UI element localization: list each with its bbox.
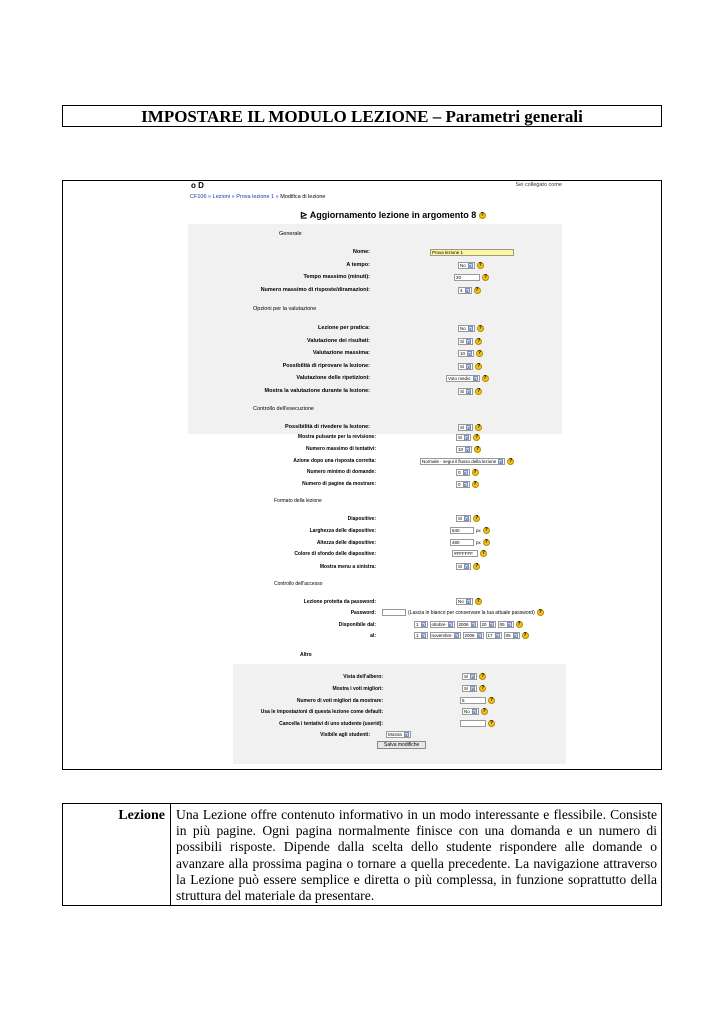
login-status: Sei collegato come (515, 182, 562, 188)
al-year-select[interactable] (463, 632, 484, 639)
nome-input[interactable]: Prova lezione 1 (430, 249, 514, 256)
breadcrumb-lesson-link[interactable]: Prova lezione 1 (236, 194, 275, 200)
colore-sfondo-input[interactable]: #FFFFFF (452, 550, 478, 557)
dropdown-arrow-icon: v (469, 263, 472, 268)
dropdown-arrow-icon: v (467, 364, 470, 369)
al-month-select[interactable] (430, 632, 461, 639)
dropdown-arrow-icon: v (464, 482, 467, 487)
al-hour-value: 17 (487, 633, 493, 638)
impostazioni-default-label: Usa le impostazioni di questa lezione come default: (260, 709, 383, 715)
definition-table (62, 803, 662, 906)
al-hour-select[interactable] (486, 632, 502, 639)
dropdown-arrow-icon: v (472, 622, 475, 627)
breadcrumb-lessons-link[interactable]: Lezioni (212, 194, 231, 200)
dropdown-arrow-icon: v (496, 633, 499, 638)
dropdown-arrow-icon: v (466, 447, 469, 452)
menu-sinistra-select[interactable] (456, 563, 471, 570)
visibile-studenti-label: Visibile agli studenti: (320, 732, 370, 738)
vista-albero-control (462, 673, 486, 680)
dal-day-value: 1 (416, 622, 419, 627)
altezza-unit: px (476, 540, 481, 545)
diapositive-value: Sì (458, 516, 463, 521)
valutazione-risultati-select[interactable] (458, 338, 473, 345)
password-input[interactable] (382, 609, 406, 616)
menu-sinistra-control (456, 563, 480, 570)
dal-minute-select[interactable] (498, 621, 514, 628)
lezione-pratica-select[interactable] (458, 325, 475, 332)
tempo-massimo-label: Tempo massimo (minuti): (303, 274, 370, 280)
voti-migliori-control (462, 685, 486, 692)
dropdown-arrow-icon: v (422, 633, 425, 638)
help-icon[interactable]: ? (483, 274, 488, 280)
help-icon[interactable]: ? (473, 481, 477, 487)
num-risposte-value: 4 (460, 288, 463, 293)
voti-migliori-value: Sì (464, 686, 469, 691)
protetta-password-select[interactable] (456, 598, 473, 605)
pulsante-revisione-control (456, 434, 480, 441)
dropdown-arrow-icon: v (490, 622, 493, 627)
al-day-select[interactable] (414, 632, 428, 639)
valutazione-risultati-label: Valutazione dei risultati: (307, 338, 370, 344)
valutazione-ripetizioni-label: Valutazione delle ripetizioni: (296, 375, 370, 381)
valutazione-massima-value: 10 (460, 351, 466, 356)
visibile-studenti-control (386, 731, 411, 738)
help-icon[interactable]: ? (475, 446, 480, 452)
riprovare-label: Possibilità di riprovare la lezione: (282, 363, 370, 369)
al-minute-select[interactable] (504, 632, 520, 639)
tempo-massimo-input[interactable]: 20 (454, 274, 480, 281)
dropdown-arrow-icon: v (422, 622, 425, 627)
dropdown-arrow-icon: v (467, 599, 470, 604)
colore-sfondo-control (452, 550, 487, 557)
visibile-studenti-select[interactable] (386, 731, 411, 738)
larghezza-label: Larghezza delle diapositive: (309, 528, 376, 534)
dropdown-arrow-icon: v (469, 326, 472, 331)
dropdown-arrow-icon: v (449, 622, 452, 627)
dal-month-value: ottobre (431, 622, 446, 627)
dropdown-arrow-icon: v (466, 288, 469, 293)
azione-risposta-select[interactable] (420, 458, 505, 465)
valutazione-massima-select[interactable] (458, 350, 474, 357)
menu-sinistra-value: Sì (458, 564, 463, 569)
disponibile-dal-control (414, 621, 523, 628)
help-icon[interactable]: ? (523, 632, 527, 638)
al-minute-value: 05 (505, 633, 511, 638)
lesson-icon: ⊵ (300, 210, 310, 220)
dal-year-select[interactable] (457, 621, 478, 628)
voti-migliori-select[interactable] (462, 685, 477, 692)
riprovare-control (458, 363, 482, 370)
help-icon[interactable]: ? (475, 434, 479, 440)
help-icon[interactable]: ? (476, 598, 480, 604)
dropdown-arrow-icon: v (467, 339, 470, 344)
protetta-password-control (456, 598, 482, 605)
cancella-tentativi-control (460, 720, 495, 727)
help-icon[interactable]: ? (481, 685, 485, 691)
altezza-label: Altezza delle diapositive: (316, 540, 376, 546)
dal-hour-select[interactable] (480, 621, 496, 628)
disponibile-al-label: al: (370, 633, 376, 639)
help-icon[interactable]: ? (477, 338, 481, 344)
rivedere-label: Possibilità di rivedere la lezione: (285, 424, 370, 430)
altezza-control (450, 539, 490, 546)
help-icon[interactable]: ? (484, 527, 488, 533)
valutazione-ripetizioni-control (446, 375, 489, 382)
help-icon[interactable]: ? (475, 515, 479, 521)
moodle-header (188, 180, 562, 192)
pulsante-revisione-select[interactable] (456, 434, 471, 441)
breadcrumb-separator: » (208, 194, 212, 200)
tempo-massimo-control (454, 274, 489, 281)
al-day-value: 1 (416, 633, 419, 638)
help-icon[interactable]: ? (481, 673, 485, 679)
help-icon[interactable]: ? (477, 363, 481, 369)
rivedere-select[interactable] (458, 424, 473, 431)
lezione-pratica-value: No (460, 326, 466, 331)
dropdown-arrow-icon: v (499, 459, 502, 464)
help-icon[interactable]: ? (477, 350, 482, 356)
vista-albero-select[interactable] (462, 673, 477, 680)
help-icon[interactable]: ? (480, 212, 484, 219)
riprovare-select[interactable] (458, 363, 473, 370)
num-min-domande-label: Numero minimo di domande: (306, 469, 376, 475)
dropdown-arrow-icon: v (465, 564, 468, 569)
help-icon[interactable]: ? (478, 325, 482, 331)
visibile-studenti-value: Mostra (388, 732, 402, 737)
dropdown-arrow-icon: v (473, 709, 476, 714)
num-tentativi-select[interactable] (456, 446, 472, 453)
help-icon[interactable]: ? (509, 458, 513, 464)
diapositive-label: Diapositive: (347, 516, 376, 522)
dal-day-select[interactable] (414, 621, 428, 628)
dropdown-arrow-icon: v (465, 516, 468, 521)
a-tempo-label: A tempo: (346, 262, 370, 268)
help-icon[interactable]: ? (538, 609, 542, 615)
rivedere-control (458, 424, 482, 431)
diapositive-control (456, 515, 480, 522)
document-title: IMPOSTARE IL MODULO LEZIONE – Parametri generali (62, 105, 662, 127)
dropdown-arrow-icon: v (471, 686, 474, 691)
num-voti-migliori-label: Numero di voti migliori da mostrare: (296, 698, 383, 704)
impostazioni-default-select[interactable] (462, 708, 479, 715)
lezione-pratica-control (458, 325, 484, 332)
dropdown-arrow-icon: v (508, 622, 511, 627)
site-logo: o D (191, 181, 204, 190)
section-valutazione: Opzioni per la valutazione (253, 306, 317, 312)
num-risposte-label: Numero massimo di risposte/diramazioni: (260, 287, 370, 293)
num-pagine-label: Numero di pagine da mostrare: (302, 481, 376, 487)
dal-hour-value: 20 (481, 622, 487, 627)
vista-albero-label: Vista dell'albero: (343, 674, 383, 680)
help-icon[interactable]: ? (517, 621, 521, 627)
pulsante-revisione-label: Mostra pulsante per la revisione: (297, 434, 376, 440)
num-min-domande-control (456, 469, 479, 476)
dropdown-arrow-icon: v (465, 435, 468, 440)
valutazione-ripetizioni-select[interactable] (446, 375, 480, 382)
breadcrumb-current: Modifica di lezione (280, 194, 326, 200)
dal-month-select[interactable] (430, 621, 455, 628)
help-icon[interactable]: ? (477, 424, 481, 430)
lezione-pratica-label: Lezione per pratica: (318, 325, 370, 331)
al-month-value: novembre (431, 633, 452, 638)
diapositive-select[interactable] (456, 515, 471, 522)
larghezza-control (450, 527, 490, 534)
dal-minute-value: 05 (499, 622, 505, 627)
valutazione-massima-control (458, 350, 483, 357)
a-tempo-control (458, 262, 484, 269)
dal-year-value: 2006 (458, 622, 469, 627)
help-icon[interactable]: ? (489, 720, 494, 726)
num-pagine-select[interactable] (456, 481, 470, 488)
pulsante-revisione-value: Sì (458, 435, 463, 440)
dropdown-arrow-icon: v (464, 470, 467, 475)
azione-risposta-label: Azione dopo una risposta corretta: (293, 458, 376, 464)
help-icon[interactable]: ? (473, 469, 477, 475)
num-tentativi-label: Numero massimo di tentativi: (305, 446, 376, 452)
help-icon[interactable]: ? (484, 539, 488, 545)
larghezza-input[interactable]: 640 (450, 527, 474, 534)
nome-label: Nome: (352, 249, 370, 255)
page-heading-text: Aggiornamento lezione in argomento 8 (309, 210, 477, 220)
num-pagine-value: 0 (458, 482, 461, 487)
section-altro: Altro (300, 652, 312, 658)
dropdown-arrow-icon: v (467, 425, 470, 430)
help-icon[interactable]: ? (489, 697, 494, 703)
a-tempo-select[interactable] (458, 262, 475, 269)
colore-sfondo-label: Colore di sfondo delle diapositive: (294, 551, 376, 557)
disponibile-dal-label: Disponibile dal: (338, 622, 376, 628)
altezza-input[interactable]: 480 (450, 539, 474, 546)
definition-term: Lezione (63, 804, 171, 905)
disponibile-al-control (414, 632, 529, 639)
section-esecuzione: Controllo dell'esecuzione (253, 406, 314, 412)
num-pagine-control (456, 481, 479, 488)
page-heading (300, 210, 486, 221)
vista-albero-value: Sì (464, 674, 469, 679)
save-button[interactable]: Salva modifiche (377, 741, 426, 749)
dropdown-arrow-icon: v (455, 633, 458, 638)
menu-sinistra-label: Mostra menu a sinistra: (319, 564, 376, 570)
dropdown-arrow-icon: v (471, 674, 474, 679)
protetta-password-label: Lezione protetta da password: (303, 599, 376, 605)
valutazione-risultati-control (458, 338, 482, 345)
dropdown-arrow-icon: v (468, 351, 471, 356)
num-risposte-select[interactable] (458, 287, 472, 294)
cancella-tentativi-label: Cancella i tentativi di uno studente (userid): (279, 721, 383, 727)
larghezza-unit: px (476, 528, 481, 533)
mostra-valutazione-label: Mostra la valutazione durante la lezione: (264, 388, 370, 394)
help-icon[interactable]: ? (477, 388, 481, 394)
breadcrumb-separator: » (275, 194, 279, 200)
password-note: (Lascia in bianco per conservare la tua attuale password) (408, 609, 535, 616)
al-year-value: 2006 (464, 633, 475, 638)
voti-migliori-label: Mostra i voti migliori: (332, 686, 383, 692)
cancella-tentativi-input[interactable] (460, 720, 486, 727)
mostra-valutazione-control (458, 388, 482, 395)
num-tentativi-value: 10 (458, 447, 464, 452)
valutazione-risultati-value: Sì (460, 339, 465, 344)
protetta-password-value: No (458, 599, 464, 604)
nome-control (430, 249, 514, 256)
section-generale: Generale (279, 231, 302, 237)
num-risposte-control (458, 287, 481, 294)
password-control (382, 609, 544, 616)
valutazione-massima-label: Valutazione massima: (312, 350, 370, 356)
breadcrumb-separator: » (231, 194, 235, 200)
dropdown-arrow-icon: v (514, 633, 517, 638)
help-icon[interactable]: ? (475, 563, 479, 569)
impostazioni-default-value: No (464, 709, 470, 714)
help-icon[interactable]: ? (475, 287, 479, 293)
definition-text: Una Lezione offre contenuto informativo in un modo interessante e flessibile. Consiste in più pagine. Ogni pagina normalmente finisce con una domanda e un numero di possibili risposte. Dipende dalla scelta dello studente rispondere alle domande o avanzare alla prossima pagina o tornare a quella precedente. La navigazione attraverso la Lezione può essere semplice e diretta o più complessa, in funzione soprattutto della struttura del materiale da presentare. (176, 807, 657, 904)
azione-risposta-value: Normale - segui il flusso della lezione (422, 459, 497, 464)
dropdown-arrow-icon: v (474, 376, 477, 381)
valutazione-ripetizioni-value: Voto medio (448, 376, 471, 381)
riprovare-value: Sì (460, 364, 465, 369)
section-accesso: Controllo dell'accesso (274, 581, 323, 587)
num-min-domande-value: 0 (458, 470, 461, 475)
breadcrumb (190, 194, 326, 200)
help-icon[interactable]: ? (483, 375, 487, 381)
impostazioni-default-control (462, 708, 488, 715)
rivedere-value: Sì (460, 425, 465, 430)
a-tempo-value: No (460, 263, 466, 268)
section-formato: Formato della lezione (274, 498, 322, 504)
help-icon[interactable]: ? (482, 708, 486, 714)
num-tentativi-control (456, 446, 481, 453)
mostra-valutazione-select[interactable] (458, 388, 473, 395)
num-voti-migliori-input[interactable]: 5 (460, 697, 486, 704)
mostra-valutazione-value: Sì (460, 389, 465, 394)
help-icon[interactable]: ? (478, 262, 482, 268)
breadcrumb-course-link[interactable]: CF106 (190, 194, 207, 200)
dropdown-arrow-icon: v (478, 633, 481, 638)
password-label: Password: (350, 610, 376, 616)
num-voti-migliori-control (460, 697, 495, 704)
help-icon[interactable]: ? (481, 550, 486, 556)
num-min-domande-select[interactable] (456, 469, 470, 476)
dropdown-arrow-icon: v (405, 732, 408, 737)
azione-risposta-control (420, 458, 514, 465)
dropdown-arrow-icon: v (467, 389, 470, 394)
